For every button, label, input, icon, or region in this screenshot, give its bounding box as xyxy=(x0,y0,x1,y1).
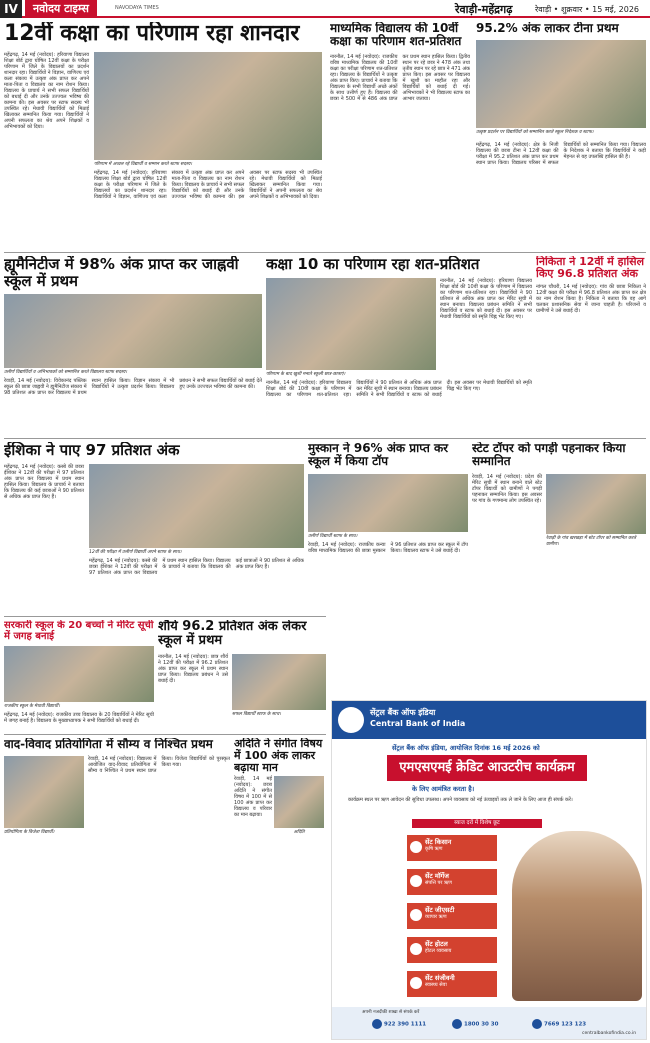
scheme-icon xyxy=(410,977,422,989)
photo-caption: रेवाड़ी के गांव खरखड़ा में स्टेट टॉपर को सम्मानित करते ग्रामीण। xyxy=(546,536,636,547)
scheme-icon xyxy=(410,875,422,887)
ad-tagline: के लिए आमंत्रित करता है। xyxy=(412,785,475,793)
article-body: रेवाड़ी, 14 मई (नवोदय): राजकीय कन्या वरिष्ठ माध्यमिक विद्यालय की छात्रा मुस्कान ने 96 प्रतिशत अंक प्राप्त कर स्कूल में टॉप किया। विद्यालय स्टाफ ने उसे बधाई दी। xyxy=(308,542,468,554)
article-debate xyxy=(4,738,230,1038)
newspaper-brand: नवोदय टाइम्स xyxy=(25,0,97,18)
headline: मुस्कान ने 96% अंक प्राप्त कर स्कूल में किया टॉप xyxy=(308,442,449,469)
photo-caption: प्रतियोगिता के विजेता विद्यार्थी। xyxy=(4,830,55,835)
headline: निकिता ने 12वीं में हासिल किए 96.8 प्रतिशत अंक xyxy=(536,256,645,281)
article-body-cont: महेंद्रगढ़, 14 मई (नवोदय): कस्बे की छात्रा ईशिका ने 12वीं की परीक्षा में 97 प्रतिशत अंक प्राप्त कर विद्यालय में प्रथम स्थान हासिल किया। विद्यालय के प्राचार्य ने बताया कि विद्यालय की कई छात्राओं ने 90 प्रतिशत से अधिक अंक प्राप्त किए हैं। xyxy=(89,558,304,576)
phone-icon xyxy=(452,1019,462,1029)
section-title: रेवाड़ी-महेंद्रगढ़ xyxy=(455,3,513,16)
article-body: नारनौल, 14 मई (नवोदय): राजकीय वरिष्ठ माध्यमिक विद्यालय की 10वीं कक्षा का परीक्षा परिणाम शत-प्रतिशत रहा। विद्यालय के विद्यार्थियों ने उत्कृष्ट अंक प्राप्त किए। प्राचार्य ने बताया कि विद्यालय के सभी विद्यार्थी अच्छे अंकों के साथ उत्तीर्ण हुए हैं। विद्यालय की छात्रा ने 500 में से 486 अंक प्राप्त कर प्रथम स्थान हासिल किया। द्वितीय स्थान पर रहे छात्र ने 478 अंक तथा तृतीय स्थान पर रहे छात्र ने 471 अंक प्राप्त किए। इस अवसर पर विद्यालय में खुशी का माहौल रहा और विद्यार्थियों को बधाई दी गई। अभिभावकों ने भी विद्यालय स्टाफ का आभार जताया। xyxy=(330,54,470,102)
headline: कक्षा 10 का परिणाम रहा शत-प्रतिशत xyxy=(266,256,480,273)
scheme-sub: कृषि ऋण xyxy=(425,846,443,852)
headline: माध्यमिक विद्यालय की 10वीं कक्षा का परिणाम शत-प्रतिशत xyxy=(330,22,462,49)
news-photo xyxy=(94,52,322,160)
article-aditi-music xyxy=(234,738,326,1038)
headline: ईशिका ने पाए 97 प्रतिशत अंक xyxy=(4,442,180,459)
page-number: IV xyxy=(0,0,22,18)
scheme-title: सेंट जीएसटी xyxy=(425,906,455,914)
news-photo xyxy=(476,40,646,128)
article-body: रेवाड़ी, 14 मई (नवोदय): प्रदेश की मेरिट सूची में स्थान बनाने वाले स्टेट टॉपर विद्यार्थी को ग्रामीणों ने पगड़ी पहनाकर सम्मानित किया। इस अवसर पर गांव के गणमान्य लोग उपस्थित रहे। xyxy=(472,474,542,504)
article-body-wide xyxy=(470,150,471,151)
headline: अदिति ने संगीत विषय में 100 अंक लाकर बढ़ाया मान xyxy=(234,738,323,775)
bank-logo-icon xyxy=(338,707,364,733)
scheme-box-hotel xyxy=(407,937,497,963)
photo-caption: अदिति xyxy=(293,830,305,835)
scheme-title: सेंट होटल xyxy=(425,940,448,948)
photo-caption: उत्तीर्ण विद्यार्थी स्टाफ के साथ। xyxy=(308,534,358,539)
ad-event-title: एमएसएमई क्रेडिट आउटरीच कार्यक्रम xyxy=(387,755,587,781)
scheme-box-mortgage xyxy=(407,869,497,895)
scheme-title: सेंट किसान xyxy=(425,838,452,846)
news-photo xyxy=(4,294,262,368)
bank-name-english: Central Bank of India xyxy=(370,719,466,728)
ad-red-bar: ब्याज दरों में विशेष छूट xyxy=(412,819,542,828)
article-govt-school-20 xyxy=(4,620,154,732)
article-tina-first xyxy=(476,22,646,250)
article-muskan xyxy=(308,442,468,614)
headline: शौर्य 96.2 प्रतिशत अंक लेकर स्कूल में प्रथम xyxy=(158,620,307,649)
scheme-sub: होटल व्यवसाय xyxy=(425,948,452,954)
ad-note: अपनी नजदीकी शाखा से संपर्क करें xyxy=(362,1010,420,1015)
divider xyxy=(4,252,646,253)
article-body: महेंद्रगढ़, 14 मई (नवोदय): कस्बे की छात्रा ईशिका ने 12वीं की परीक्षा में 97 प्रतिशत अंक प्राप्त कर विद्यालय में प्रथम स्थान हासिल किया। विद्यालय के प्राचार्य ने बताया कि विद्यालय की कई छात्राओं ने 90 प्रतिशत से अधिक अंक प्राप्त किए हैं। xyxy=(4,464,84,500)
ad-header xyxy=(332,701,647,739)
article-body: नारनौल, 14 मई (नवोदय): छात्र शौर्य ने 12वीं की परीक्षा में 96.2 प्रतिशत अंक प्राप्त कर स्कूल में प्रथम स्थान प्राप्त किया। विद्यालय प्रबंधन ने उसे बधाई दी। xyxy=(158,654,228,684)
news-photo xyxy=(4,646,154,702)
headline: स्टेट टॉपर को पगड़ी पहनाकर किया सम्मानित xyxy=(472,442,626,469)
ad-subtitle: सेंट्रल बैंक ऑफ इंडिया, आयोजित दिनांक 16 मई 2026 को xyxy=(392,744,540,752)
article-body: महेंद्रगढ़, 14 मई (नवोदय): क्षेत्र के निजी विद्यालय की छात्रा टीना ने 12वीं कक्षा की परीक्षा में 95.2 प्रतिशत अंक प्राप्त कर प्रथम स्थान प्राप्त किया। विद्यालय परिसर में सफल विद्यार्थियों को सम्मानित किया गया। विद्यालय के निदेशक ने बताया कि विद्यार्थियों ने कड़ी मेहनत से यह उपलब्धि हासिल की है। xyxy=(476,142,646,166)
article-ishika xyxy=(4,442,304,614)
news-photo xyxy=(89,464,304,548)
article-nikita xyxy=(536,256,646,436)
news-photo xyxy=(4,756,84,828)
photo-caption: उत्कृष्ट प्रदर्शन पर विद्यार्थियों को सम्मानित करते स्कूल निदेशक व स्टाफ। xyxy=(476,130,594,135)
scheme-sub: व्यापार ऋण xyxy=(425,914,447,920)
article-body: रेवाड़ी, 14 मई (नवोदय): विवेकानंद पब्लिक स्कूल की छात्रा जाह्नवी ने ह्यूमैनिटीज संकाय में 98 प्रतिशत अंक प्राप्त कर विद्यालय में प्रथम स्थान हासिल किया। विज्ञान संकाय में भी विद्यार्थियों ने उत्कृष्ट प्रदर्शन किया। विद्यालय प्रबंधन ने सभी सफल विद्यार्थियों को बधाई देते हुए उनके उज्ज्वल भविष्य की कामना की। xyxy=(4,378,262,396)
news-photo xyxy=(546,474,646,534)
article-state-topper xyxy=(472,442,646,614)
scheme-box-gst xyxy=(407,903,497,929)
contact-phone-3: 7669 123 123 xyxy=(532,1019,586,1029)
scheme-icon xyxy=(410,841,422,853)
scheme-icon xyxy=(410,943,422,955)
scheme-box-kisan xyxy=(407,835,497,861)
article-body: महेंद्रगढ़, 14 मई (नवोदय): हरियाणा विद्यालय शिक्षा बोर्ड द्वारा घोषित 12वीं कक्षा के परीक्षा परिणाम में जिले के विद्यालयों का प्रदर्शन शानदार रहा। विद्यार्थियों ने विज्ञान, वाणिज्य एवं कला संकाय में उत्कृष्ट अंक प्राप्त कर अपने माता-पिता व विद्यालय का नाम रोशन किया। विद्यालय के प्राचार्य ने सभी सफल विद्यार्थियों को बधाई दी और उनके उज्ज्वल भविष्य की कामना की। इस अवसर पर स्टाफ सदस्य भी उपस्थित रहे। मेधावी विद्यार्थियों को मिठाई खिलाकर सम्मानित किया गया। विद्यार्थियों ने अपनी सफलता का श्रेय अपने शिक्षकों व अभिभावकों को दिया। xyxy=(4,52,89,130)
article-body-cont: महेंद्रगढ़, 14 मई (नवोदय): हरियाणा विद्यालय शिक्षा बोर्ड द्वारा घोषित 12वीं कक्षा के परीक्षा परिणाम में जिले के विद्यालयों का प्रदर्शन शानदार रहा। विद्यार्थियों ने विज्ञान, वाणिज्य एवं कला संकाय में उत्कृष्ट अंक प्राप्त कर अपने माता-पिता व विद्यालय का नाम रोशन किया। विद्यालय के प्राचार्य ने सभी सफल विद्यार्थियों को बधाई दी और उनके उज्ज्वल भविष्य की कामना की। इस अवसर पर स्टाफ सदस्य भी उपस्थित रहे। मेधावी विद्यार्थियों को मिठाई खिलाकर सम्मानित किया गया। विद्यार्थियों ने अपनी सफलता का श्रेय अपने शिक्षकों व अभिभावकों को दिया। xyxy=(94,170,322,200)
whatsapp-icon xyxy=(532,1019,542,1029)
article-class10-result xyxy=(266,256,532,436)
ad-body: कार्यक्रम स्थल पर ऋण आवेदन की सुविधा उपलब्ध। अपने व्यवसाय को नई ऊंचाइयों तक ले जाने के लिए आज ही संपर्क करें। xyxy=(348,797,573,803)
article-jahnavi xyxy=(4,256,262,436)
article-body-cont: नारनौल, 14 मई (नवोदय): हरियाणा विद्यालय शिक्षा बोर्ड की 10वीं कक्षा के परिणाम में विद्यालय का परिणाम शत-प्रतिशत रहा। विद्यार्थियों ने 90 प्रतिशत से अधिक अंक प्राप्त कर मेरिट सूची में स्थान बनाया। विद्यालय प्रबंधन समिति ने सभी विद्यार्थियों व स्टाफ को बधाई दी। इस अवसर पर मेधावी विद्यार्थियों को स्मृति चिह्न भेंट किए गए। xyxy=(266,380,532,398)
phone-icon xyxy=(372,1019,382,1029)
news-photo xyxy=(266,278,436,370)
ad-website: centralbankofindia.co.in xyxy=(582,1031,637,1036)
photo-caption: राजकीय स्कूल के मेधावी विद्यार्थी। xyxy=(4,704,60,709)
ad-model-image xyxy=(512,831,642,1001)
photo-caption: परिणाम के बाद खुशी मनाते स्कूली छात्र-छात्राएं। xyxy=(266,372,346,377)
headline: 12वीं कक्षा का परिणाम रहा शानदार xyxy=(4,22,300,46)
headline: ह्यूमैनिटीज में 98% अंक प्राप्त कर जाह्नवी स्कूल में प्रथम xyxy=(4,256,239,290)
scheme-sub: संपत्ति पर ऋण xyxy=(425,880,452,886)
contact-phone-1: 922 390 1111 xyxy=(372,1019,426,1029)
article-body: नांगल चौधरी, 14 मई (नवोदय): गांव की छात्रा निकिता ने 12वीं कक्षा की परीक्षा में 96.8 प्रतिशत अंक प्राप्त कर क्षेत्र का नाम रोशन किया है। निकिता ने बताया कि वह आगे चलकर प्रशासनिक सेवा में जाना चाहती है। परिजनों व ग्रामीणों ने उसे बधाई दी। xyxy=(536,284,646,314)
article-12th-result xyxy=(4,22,324,250)
article-body: नारनौल, 14 मई (नवोदय): हरियाणा विद्यालय शिक्षा बोर्ड की 10वीं कक्षा के परिणाम में विद्यालय का परिणाम शत-प्रतिशत रहा। विद्यार्थियों ने 90 प्रतिशत से अधिक अंक प्राप्त कर मेरिट सूची में स्थान बनाया। विद्यालय प्रबंधन समिति ने सभी विद्यार्थियों व स्टाफ को बधाई दी। इस अवसर पर मेधावी विद्यार्थियों को स्मृति चिह्न भेंट किए गए। xyxy=(440,278,532,320)
scheme-sub: स्वास्थ्य सेवा xyxy=(425,982,447,988)
scheme-box-sanjeevani xyxy=(407,971,497,997)
divider xyxy=(4,616,326,617)
issue-date: रेवाड़ी • शुक्रवार • 15 मई, 2026 xyxy=(535,5,640,14)
headline: सरकारी स्कूल के 20 बच्चों ने मेरिट सूची में जगह बनाई xyxy=(4,620,154,642)
news-photo xyxy=(308,474,468,532)
bank-name-hindi: सेंट्रल बैंक ऑफ इंडिया xyxy=(370,708,436,717)
scheme-icon xyxy=(410,909,422,921)
photo-caption: सफल विद्यार्थी स्टाफ के साथ। xyxy=(232,712,281,717)
photo-caption: परिणाम में अव्वल रहे विद्यार्थी व सम्मान करते स्टाफ सदस्य। xyxy=(94,162,193,167)
headline: वाद-विवाद प्रतियोगिता में सौम्य व निश्चित प्रथम xyxy=(4,738,213,751)
article-body: रेवाड़ी, 14 मई (नवोदय): विद्यालय में आयोजित वाद-विवाद प्रतियोगिता में सौम्य व निश्चित ने प्रथम स्थान प्राप्त किया। विजेता विद्यार्थियों को पुरस्कृत किया गया। xyxy=(88,756,230,774)
divider xyxy=(4,438,646,439)
article-shaurya xyxy=(158,620,326,732)
photo-caption: 12वीं की परीक्षा में उत्तीर्ण विद्यार्थी अपने स्टाफ के साथ। xyxy=(89,550,182,555)
photo-caption: उत्तीर्ण विद्यार्थियों व अभिभावकों को सम्मानित करते विद्यालय स्टाफ सदस्य। xyxy=(4,370,128,375)
article-body: रेवाड़ी, 14 मई (नवोदय): छात्रा अदिति ने संगीत विषय में 100 में से 100 अंक प्राप्त कर विद्यालय व परिवार का मान बढ़ाया। xyxy=(234,776,272,818)
bank-advertisement xyxy=(331,700,647,1040)
scheme-title: सेंट मॉर्गेज xyxy=(425,872,449,880)
brand-tiny: NAVODAYA TIMES xyxy=(115,5,159,11)
scheme-title: सेंट संजीवनी xyxy=(425,974,455,982)
news-photo xyxy=(232,654,326,710)
divider xyxy=(4,734,326,735)
masthead xyxy=(0,0,650,18)
contact-phone-2: 1800 30 30 xyxy=(452,1019,498,1029)
portrait-photo xyxy=(274,776,324,828)
headline: 95.2% अंक लाकर टीना प्रथम xyxy=(476,22,619,35)
article-body: महेंद्रगढ़, 14 मई (नवोदय): राजकीय उच्च विद्यालय के 20 विद्यार्थियों ने मेरिट सूची में जगह बनाई है। विद्यालय के मुख्याध्यापक ने सभी विद्यार्थियों को बधाई दी। xyxy=(4,712,154,724)
article-10th-secondary xyxy=(330,22,470,250)
